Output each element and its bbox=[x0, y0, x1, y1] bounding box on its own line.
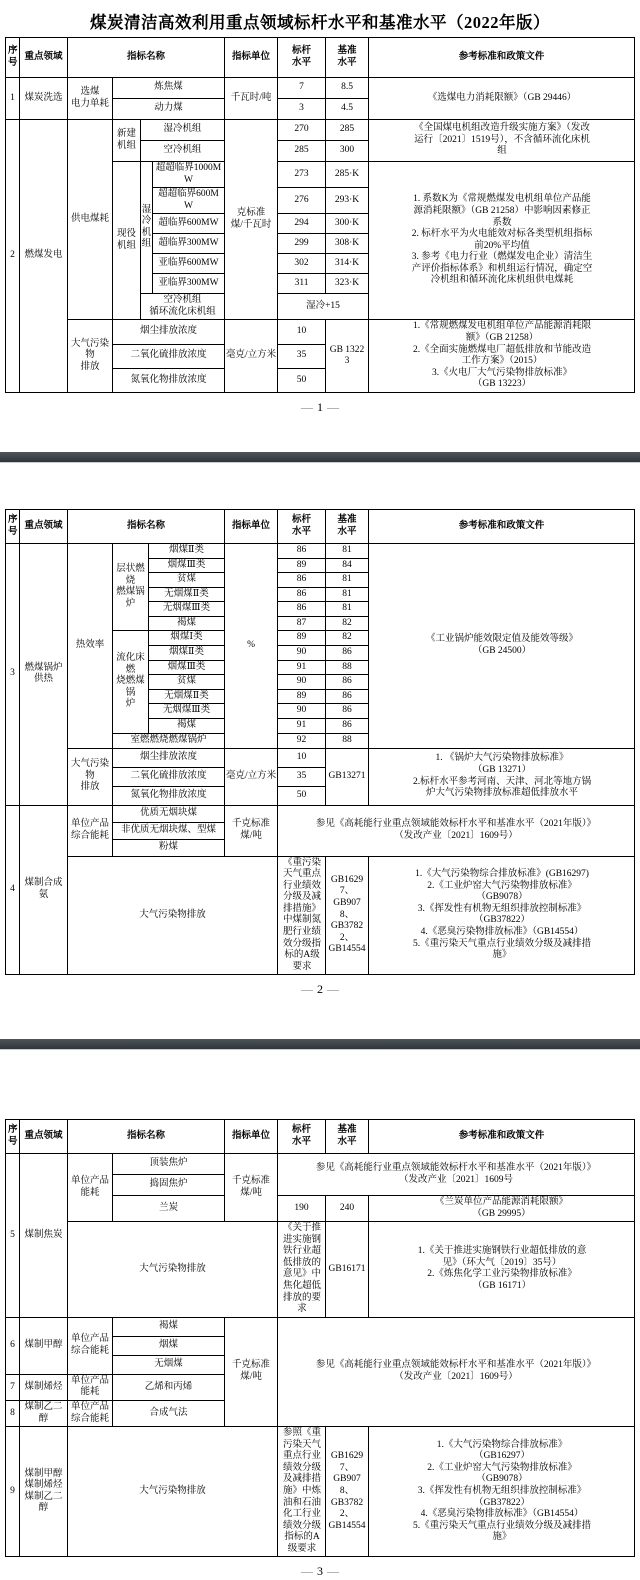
baseline-value: 285·K bbox=[326, 162, 369, 188]
indicator-name: 空冷机组 bbox=[141, 141, 225, 162]
header-reference: 参考标准和政策文件 bbox=[369, 1120, 635, 1154]
unit-cell: 千克标准 煤/吨 bbox=[225, 805, 278, 856]
baseline-value: 314·K bbox=[326, 254, 369, 274]
indicator-name: 亚临界300MW bbox=[153, 274, 225, 294]
footer-dash: — bbox=[327, 399, 339, 414]
see-reference-cell: 参见《高耗能行业重点领域能效标杆水平和基准水平（2021年版）》 （发改产业〔2021〕1609号） bbox=[278, 805, 635, 856]
row-no: 4 bbox=[6, 805, 20, 975]
baseline-value: GB 13223 bbox=[326, 320, 369, 392]
unit-cell: 毫克/立方米 bbox=[225, 748, 278, 805]
header-no: 序 号 bbox=[6, 1120, 20, 1154]
benchmark-value: 270 bbox=[278, 120, 326, 141]
benchmark-value: 87 bbox=[278, 616, 326, 631]
baseline-value: 81 bbox=[326, 573, 369, 588]
indicator-name: 贫煤 bbox=[149, 573, 225, 588]
footer-dash: — bbox=[327, 1564, 339, 1579]
indicator-name: 动力煤 bbox=[113, 99, 225, 120]
baseline-value: 293·K bbox=[326, 188, 369, 214]
table-header-row bbox=[6, 510, 635, 544]
row-no: 7 bbox=[6, 1374, 20, 1400]
indicator-name: 烟煤 bbox=[113, 1336, 225, 1355]
header-unit: 指标单位 bbox=[225, 38, 278, 78]
row-no: 8 bbox=[6, 1400, 20, 1426]
reference-cell: 1. 系数K为《常规燃煤发电机组单位产品能 源消耗限额》（GB 21258）中影响因素修正 系数 2. 标杆水平为火电能效对标各类型机组指标 前20%平均值 3. 参考《电力行业（燃煤发电企业）清洁生 产评价指标体系》和机组运行情况，确定空 冷机组和循环流化床机组供电煤耗 bbox=[369, 162, 635, 320]
benchmark-value: 89 bbox=[278, 631, 326, 646]
header-indicator-name: 指标名称 bbox=[68, 1120, 225, 1154]
benchmark-value: 294 bbox=[278, 214, 326, 234]
benchmark-value: 50 bbox=[278, 786, 326, 805]
benchmark-value: 91 bbox=[278, 718, 326, 733]
unit-cell: % bbox=[225, 544, 278, 749]
group-cell: 热效率 bbox=[68, 544, 113, 749]
table-row bbox=[6, 1427, 635, 1557]
page-separator-bar bbox=[0, 1039, 640, 1049]
page-sheet-3 bbox=[0, 1119, 640, 1580]
indicator-name: 氮氧化物排放浓度 bbox=[113, 786, 225, 805]
indicator-name: 烟尘排放浓度 bbox=[113, 320, 225, 344]
indicator-name: 贫煤 bbox=[149, 675, 225, 690]
baseline-value: 82 bbox=[326, 616, 369, 631]
row-no: 3 bbox=[6, 544, 20, 806]
benchmark-value: 311 bbox=[278, 274, 326, 294]
page-number bbox=[0, 400, 640, 415]
indicator-name: 合成气法 bbox=[113, 1400, 225, 1426]
benchmark-value: 89 bbox=[278, 689, 326, 704]
doc-title: 煤炭清洁高效利用重点领域标杆水平和基准水平（2022年版） bbox=[90, 13, 550, 32]
benchmark-value: 91 bbox=[278, 660, 326, 675]
reference-cell: 1.《常规燃煤发电机组单位产品能源消耗限 额》（GB 21258） 2.《全面实施燃煤电厂超低排放和节能改造 工作方案》（2015） 3.《火电厂大气污染物排放标准》 （GB 13223） bbox=[369, 320, 635, 392]
indicator-name: 空冷机组 循环流化床机组 bbox=[141, 294, 225, 320]
indicator-name: 褐煤 bbox=[113, 1317, 225, 1336]
benchmark-value: 86 bbox=[278, 602, 326, 617]
benchmark-value: 7 bbox=[278, 78, 326, 99]
benchmark-value: 35 bbox=[278, 344, 326, 368]
table-row bbox=[6, 805, 635, 822]
benchmark-value: 90 bbox=[278, 704, 326, 719]
reference-cell: 1.《关于推进实施钢铁行业超低排放的意 见》（环大气〔2019〕35号） 2.《炼焦化学工业污染物排放标准》 （GB 16171） bbox=[369, 1222, 635, 1318]
unit-cell: 千克标准 煤/吨 bbox=[225, 1154, 278, 1222]
baseline-value: 308·K bbox=[326, 234, 369, 254]
indicator-name: 粉煤 bbox=[113, 839, 225, 856]
page-number bbox=[0, 982, 640, 997]
footer-page-num: 3 bbox=[317, 1564, 323, 1579]
area-cell: 煤制焦炭 bbox=[20, 1154, 68, 1318]
group-cell: 单位产品 综合能耗 bbox=[68, 1400, 113, 1426]
baseline-value: 8.5 bbox=[326, 78, 369, 99]
page-separator-bar bbox=[0, 452, 640, 462]
area-cell: 煤炭洗选 bbox=[20, 78, 68, 120]
indicator-name: 亚临界600MW bbox=[153, 254, 225, 274]
indicator-name: 褐煤 bbox=[149, 616, 225, 631]
footer-dash: — bbox=[301, 982, 313, 997]
benchmark-value: 10 bbox=[278, 748, 326, 767]
subgroup-cell: 现役 机组 bbox=[113, 162, 141, 320]
merged-value: 湿冷+15 bbox=[278, 294, 369, 320]
table-row bbox=[6, 544, 635, 559]
area-cell: 煤制乙二醇 bbox=[20, 1400, 68, 1426]
indicator-name: 大气污染物排放 bbox=[68, 1222, 278, 1318]
benchmark-value: 273 bbox=[278, 162, 326, 188]
area-cell: 煤制甲醇 煤制烯烃 煤制乙二醇 bbox=[20, 1427, 68, 1557]
table-row bbox=[6, 856, 635, 975]
indicator-name: 湿冷机组 bbox=[141, 120, 225, 141]
table-row bbox=[6, 1222, 635, 1318]
row-no: 2 bbox=[6, 120, 20, 393]
header-baseline: 基准 水平 bbox=[326, 1120, 369, 1154]
header-area: 重点领域 bbox=[20, 1120, 68, 1154]
baseline-value: 86 bbox=[326, 718, 369, 733]
table-header-row bbox=[6, 1120, 635, 1154]
area-cell: 煤制甲醇 bbox=[20, 1317, 68, 1374]
group-cell: 单位产品 能耗 bbox=[68, 1154, 113, 1222]
page-number bbox=[0, 1564, 640, 1579]
unit-cell: 千克标准 煤/吨 bbox=[225, 1317, 278, 1426]
group-cell: 大气污染物 排放 bbox=[68, 320, 113, 392]
row-no: 9 bbox=[6, 1427, 20, 1557]
benchmark-value: 《关于推进实施钢铁行业超低排放的意见》中焦化超低排放的要求 bbox=[278, 1222, 326, 1318]
header-benchmark: 标杆 水平 bbox=[278, 38, 326, 78]
baseline-value: 88 bbox=[326, 660, 369, 675]
area-cell: 燃煤发电 bbox=[20, 120, 68, 393]
header-baseline: 基准 水平 bbox=[326, 510, 369, 544]
baseline-value: 86 bbox=[326, 704, 369, 719]
unit-cell: 毫克/立方米 bbox=[225, 320, 278, 392]
baseline-value: 82 bbox=[326, 631, 369, 646]
header-benchmark: 标杆 水平 bbox=[278, 510, 326, 544]
table-row bbox=[6, 1317, 635, 1336]
benchmark-value: 90 bbox=[278, 675, 326, 690]
reference-cell: 《工业锅炉能效限定值及能效等级》 （GB 24500） bbox=[369, 544, 635, 749]
table-row bbox=[6, 78, 635, 99]
group-cell: 单位产品 综合能耗 bbox=[68, 805, 113, 856]
baseline-value: 81 bbox=[326, 602, 369, 617]
benchmark-value: 《重污染天气重点行业绩效分级及减排措施》中煤制氮肥行业绩效分级指标的A级要求 bbox=[278, 856, 326, 975]
header-unit: 指标单位 bbox=[225, 1120, 278, 1154]
table-row bbox=[6, 748, 635, 767]
baseline-value: 323·K bbox=[326, 274, 369, 294]
baseline-value: 84 bbox=[326, 558, 369, 573]
baseline-value: 240 bbox=[326, 1196, 369, 1222]
reference-cell: 1.《大气污染物综合排放标准》(GB16297) 2.《工业炉窑大气污染物排放标准》 （GB9078） 3.《挥发性有机物无组织排放控制标准》 （GB37822） 4.《恶臭污染物排放标准》（GB14554） 5.《重污染天气重点行业绩效分级及减排措 施》 bbox=[369, 856, 635, 975]
table-row bbox=[6, 1154, 635, 1175]
indicator-name: 无烟煤 bbox=[113, 1355, 225, 1374]
page-sheet-1 bbox=[0, 9, 640, 452]
indicator-name: 大气污染物排放 bbox=[68, 1427, 278, 1557]
see-reference-cell: 参见《高耗能行业重点领域能效标杆水平和基准水平（2021年版）》 （发改产业〔2021〕1609号） bbox=[278, 1317, 635, 1426]
reference-cell: 1. 《锅炉大气污染物排放标准》 （GB 13271） 2.标杆水平参考河南、天津、河北等地方锅 炉大气污染物排放标准超低排放水平 bbox=[369, 748, 635, 805]
indicator-name: 烟煤Ⅲ类 bbox=[149, 660, 225, 675]
indicator-name: 无烟煤Ⅱ类 bbox=[149, 689, 225, 704]
row-no: 6 bbox=[6, 1317, 20, 1374]
indicator-name: 烟煤Ⅰ类 bbox=[149, 631, 225, 646]
benchmark-value: 参照《重污染天气重点行业绩效分级及减排措施》中炼油和石油化工行业绩效分级指标的A级要求 bbox=[278, 1427, 326, 1557]
indicator-name: 烟煤Ⅱ类 bbox=[149, 544, 225, 559]
header-area: 重点领域 bbox=[20, 38, 68, 78]
table-row bbox=[6, 120, 635, 141]
indicator-name: 无烟煤Ⅲ类 bbox=[149, 704, 225, 719]
indicator-name: 超超临界1000MW bbox=[153, 162, 225, 188]
benchmark-value: 90 bbox=[278, 646, 326, 661]
footer-page-num: 2 bbox=[317, 982, 323, 997]
indicator-name: 二氧化硫排放浓度 bbox=[113, 344, 225, 368]
baseline-value: 300·K bbox=[326, 214, 369, 234]
header-no: 序 号 bbox=[6, 510, 20, 544]
area-cell: 煤制合成氨 bbox=[20, 805, 68, 975]
subgroup-cell: 新建 机组 bbox=[113, 120, 141, 162]
header-area: 重点领域 bbox=[20, 510, 68, 544]
indicator-name: 褐煤 bbox=[149, 718, 225, 733]
benchmark-value: 89 bbox=[278, 558, 326, 573]
baseline-value: GB13271 bbox=[326, 748, 369, 805]
baseline-value: 81 bbox=[326, 587, 369, 602]
benchmark-value: 50 bbox=[278, 368, 326, 392]
indicator-name: 烟煤Ⅱ类 bbox=[149, 646, 225, 661]
header-unit: 指标单位 bbox=[225, 510, 278, 544]
group-cell: 单位产品 能耗 bbox=[68, 1374, 113, 1400]
subgroup-cell: 流化床燃 烧燃煤锅 炉 bbox=[113, 631, 149, 733]
header-baseline: 基准 水平 bbox=[326, 38, 369, 78]
indicator-name: 兰炭 bbox=[113, 1196, 225, 1222]
baseline-value: 4.5 bbox=[326, 99, 369, 120]
indicator-name: 超超临界600MW bbox=[153, 188, 225, 214]
baseline-value: 81 bbox=[326, 544, 369, 559]
baseline-value: GB16297、 GB9078、 GB37822、 GB14554 bbox=[326, 856, 369, 975]
subgroup-cell: 层状燃烧 燃煤锅炉 bbox=[113, 544, 149, 631]
indicator-name: 无烟煤Ⅱ类 bbox=[149, 587, 225, 602]
benchmark-table-page-1 bbox=[5, 37, 635, 393]
header-no: 序 号 bbox=[6, 38, 20, 78]
header-benchmark: 标杆 水平 bbox=[278, 1120, 326, 1154]
baseline-value: 88 bbox=[326, 733, 369, 748]
benchmark-table-page-2 bbox=[5, 509, 635, 975]
reference-cell: 《全国煤电机组改造升级实施方案》（发改 运行〔2021〕1519号），不含循环流化床机 组 bbox=[369, 120, 635, 162]
baseline-value: 86 bbox=[326, 675, 369, 690]
page-sheet-2 bbox=[0, 509, 640, 1039]
indicator-name: 室燃燃烧燃煤锅炉 bbox=[113, 733, 225, 748]
indicator-name: 烟尘排放浓度 bbox=[113, 748, 225, 767]
benchmark-value: 190 bbox=[278, 1196, 326, 1222]
indicator-name: 炼焦煤 bbox=[113, 78, 225, 99]
indicator-name: 超临界600MW bbox=[153, 214, 225, 234]
benchmark-value: 86 bbox=[278, 587, 326, 602]
benchmark-value: 10 bbox=[278, 320, 326, 344]
baseline-value: GB16171 bbox=[326, 1222, 369, 1318]
footer-dash: — bbox=[327, 982, 339, 997]
area-cell: 燃煤锅炉 供热 bbox=[20, 544, 68, 806]
baseline-value: 86 bbox=[326, 689, 369, 704]
header-indicator-name: 指标名称 bbox=[68, 510, 225, 544]
unit-cell: 克标准 煤/千瓦时 bbox=[225, 120, 278, 320]
indicator-name: 非优质无烟块煤、型煤 bbox=[113, 822, 225, 839]
see-reference-cell: 参见《高耗能行业重点领域能效标杆水平和基准水平（2021年版）》 （发改产业〔2021〕1609号 bbox=[278, 1154, 635, 1196]
footer-dash: — bbox=[301, 399, 313, 414]
benchmark-value: 86 bbox=[278, 573, 326, 588]
reference-cell: 《兰炭单位产品能源消耗限额》 （GB 29995） bbox=[369, 1196, 635, 1222]
benchmark-table-page-3 bbox=[5, 1119, 635, 1557]
indicator-name: 氮氧化物排放浓度 bbox=[113, 368, 225, 392]
baseline-value: 86 bbox=[326, 646, 369, 661]
indicator-name: 乙烯和丙烯 bbox=[113, 1374, 225, 1400]
benchmark-value: 3 bbox=[278, 99, 326, 120]
group-cell: 单位产品 综合能耗 bbox=[68, 1317, 113, 1374]
indicator-name: 烟煤Ⅲ类 bbox=[149, 558, 225, 573]
group-cell: 选煤 电力单耗 bbox=[68, 78, 113, 120]
header-reference: 参考标准和政策文件 bbox=[369, 510, 635, 544]
header-reference: 参考标准和政策文件 bbox=[369, 38, 635, 78]
benchmark-value: 35 bbox=[278, 767, 326, 786]
indicator-name: 二氧化硫排放浓度 bbox=[113, 767, 225, 786]
group-cell: 供电煤耗 bbox=[68, 120, 113, 320]
baseline-value: 300 bbox=[326, 141, 369, 162]
footer-dash: — bbox=[301, 1564, 313, 1579]
reference-cell: 《选煤电力消耗限额》（GB 29446） bbox=[369, 78, 635, 120]
unit-cell: 千瓦时/吨 bbox=[225, 78, 278, 120]
benchmark-value: 299 bbox=[278, 234, 326, 254]
benchmark-value: 302 bbox=[278, 254, 326, 274]
benchmark-value: 92 bbox=[278, 733, 326, 748]
benchmark-value: 276 bbox=[278, 188, 326, 214]
row-no: 1 bbox=[6, 78, 20, 120]
indicator-name: 优质无烟块煤 bbox=[113, 805, 225, 822]
benchmark-value: 86 bbox=[278, 544, 326, 559]
indicator-name: 捣固焦炉 bbox=[113, 1175, 225, 1196]
indicator-name: 超临界300MW bbox=[153, 234, 225, 254]
footer-page-num: 1 bbox=[317, 399, 323, 414]
baseline-value: GB16297、 GB9078、 GB37822、 GB14554 bbox=[326, 1427, 369, 1557]
indicator-name: 无烟煤Ⅲ类 bbox=[149, 602, 225, 617]
table-row bbox=[6, 320, 635, 344]
reference-cell: 1.《大气污染物综合排放标准》 （GB16297） 2.《工业炉窑大气污染物排放标准》 （GB9078） 3.《挥发性有机物无组织排放控制标准》 （GB37822） 4.《恶臭污染物排放标准》（GB14554） 5.《重污染天气重点行业绩效分级及减排措 施》 bbox=[369, 1427, 635, 1557]
indicator-name: 顶装焦炉 bbox=[113, 1154, 225, 1175]
row-no: 5 bbox=[6, 1154, 20, 1318]
wet-cooling-vertical-label: 湿冷机组 bbox=[141, 162, 153, 294]
baseline-value: 285 bbox=[326, 120, 369, 141]
area-cell: 煤制烯烃 bbox=[20, 1374, 68, 1400]
benchmark-value: 285 bbox=[278, 141, 326, 162]
group-cell: 大气污染物 排放 bbox=[68, 748, 113, 805]
header-indicator-name: 指标名称 bbox=[68, 38, 225, 78]
table-header-row bbox=[6, 38, 635, 78]
indicator-name: 大气污染物排放 bbox=[68, 856, 278, 975]
